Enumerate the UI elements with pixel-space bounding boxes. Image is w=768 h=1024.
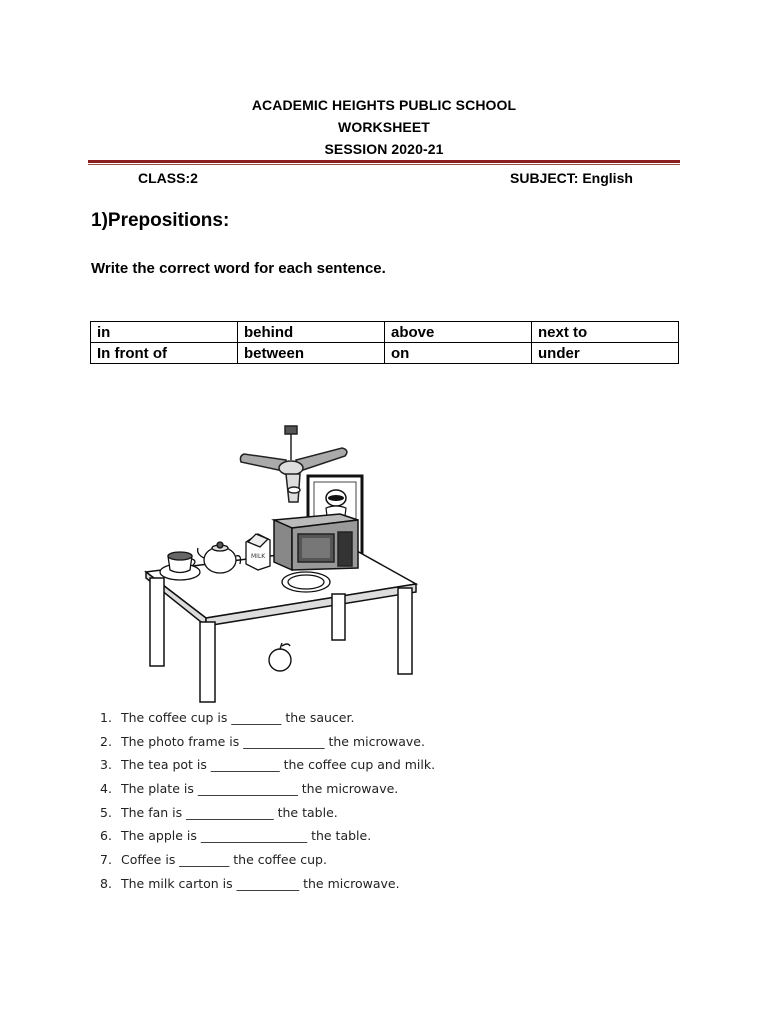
word-bank-cell: behind xyxy=(238,322,385,343)
question-text: Coffee is ________ the coffee cup. xyxy=(121,852,327,868)
header-divider xyxy=(88,160,680,163)
milk-carton-icon xyxy=(246,534,270,570)
plate-icon xyxy=(282,572,330,592)
word-bank-cell: next to xyxy=(532,322,679,343)
microwave-icon xyxy=(274,514,358,570)
question-text: The photo frame is _____________ the microwave. xyxy=(121,733,425,749)
word-bank-row xyxy=(91,322,679,343)
word-bank-row xyxy=(91,343,679,364)
word-bank-table xyxy=(90,321,679,364)
question-text: The milk carton is __________ the microwave. xyxy=(121,875,400,891)
header-divider-thin xyxy=(88,164,680,165)
class-label: CLASS:2 xyxy=(138,170,198,186)
question-number: 1. xyxy=(100,710,112,725)
question-text: The fan is ______________ the table. xyxy=(121,804,338,820)
table-scene-illustration xyxy=(88,408,448,708)
question-number: 5. xyxy=(100,804,112,820)
coffee-cup-icon xyxy=(160,552,200,580)
school-header xyxy=(0,94,768,160)
word-bank-cell: on xyxy=(385,343,532,364)
word-bank-cell: between xyxy=(238,343,385,364)
question-text: The apple is _________________ the table. xyxy=(121,828,372,844)
milk-carton-label: MILK xyxy=(251,553,266,560)
document-type: WORKSHEET xyxy=(338,119,430,135)
word-bank-cell: in xyxy=(91,322,238,343)
question-item xyxy=(100,706,435,730)
question-item xyxy=(100,872,435,896)
apple-icon xyxy=(269,643,291,671)
question-item xyxy=(100,801,435,825)
session-label: SESSION 2020-21 xyxy=(324,141,444,157)
question-number: 2. xyxy=(100,733,112,749)
question-text: The coffee cup is ________ the saucer. xyxy=(121,710,355,725)
question-number: 3. xyxy=(100,757,112,773)
instruction-text: Write the correct word for each sentence. xyxy=(91,260,386,277)
school-name: ACADEMIC HEIGHTS PUBLIC SCHOOL xyxy=(251,97,517,113)
question-item xyxy=(100,824,435,848)
question-number: 7. xyxy=(100,852,112,868)
question-number: 4. xyxy=(100,781,112,797)
question-list xyxy=(100,706,435,896)
word-bank-cell: above xyxy=(385,322,532,343)
question-item xyxy=(100,753,435,777)
word-bank-cell: under xyxy=(532,343,679,364)
question-item xyxy=(100,848,435,872)
question-number: 6. xyxy=(100,828,112,844)
question-item xyxy=(100,777,435,801)
question-number: 8. xyxy=(100,875,112,891)
section-title: 1)Prepositions: xyxy=(91,210,230,231)
subject-label: SUBJECT: English xyxy=(510,170,633,186)
question-text: The tea pot is ___________ the coffee cup and milk. xyxy=(121,757,436,773)
word-bank-cell: In front of xyxy=(91,343,238,364)
question-text: The plate is ________________ the microwave. xyxy=(121,781,399,797)
question-item xyxy=(100,730,435,754)
